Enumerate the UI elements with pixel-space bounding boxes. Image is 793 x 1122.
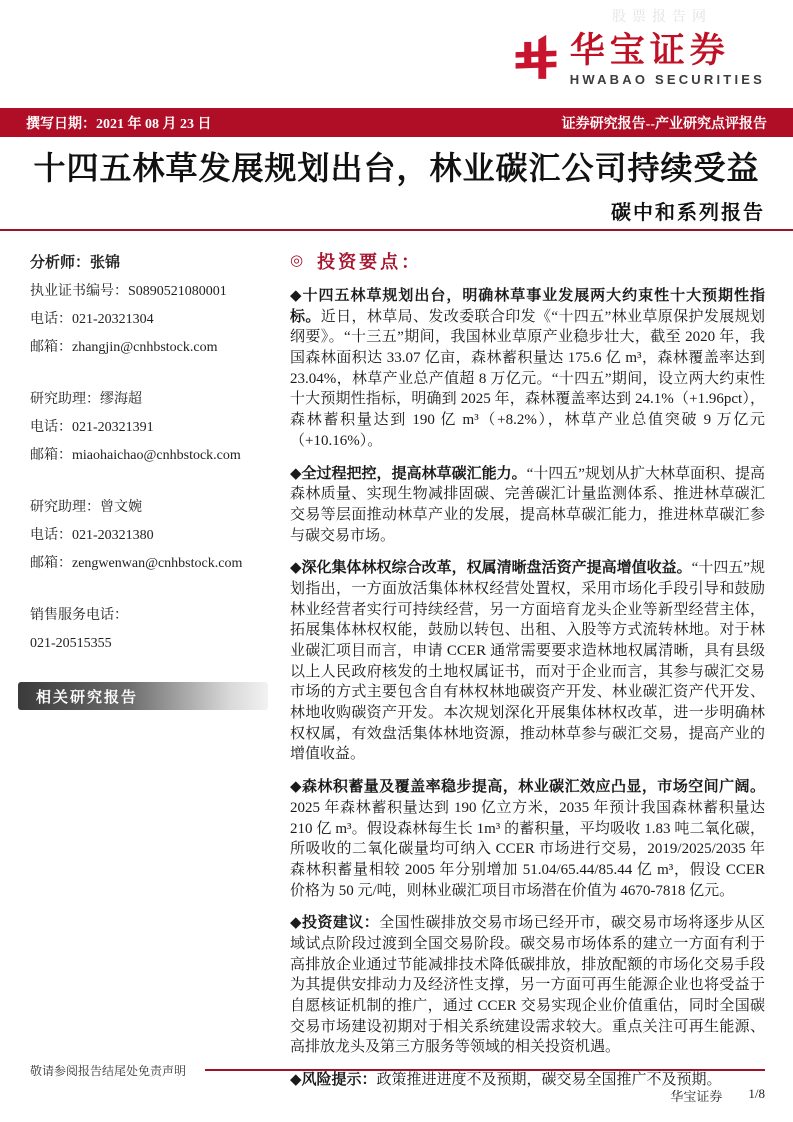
report-type-banner: [0, 108, 793, 137]
assistant1-phone: 电话：021-20321391: [30, 420, 154, 435]
bullet-head: ◆深化集体林权综合改革，权属清晰盘活资产提高增值收益。: [290, 560, 692, 577]
assistant1-name: 研究助理：缪海超: [30, 392, 142, 407]
assistant1-email: 邮箱：miaohaichao@cnhbstock.com: [30, 448, 241, 463]
assistant2-email: 邮箱：zengwenwan@cnhbstock.com: [30, 556, 243, 571]
bullet-head: ◆风险提示：: [290, 1072, 377, 1089]
sales-phone-label: 销售服务电话：: [30, 608, 128, 623]
analyst-sidebar: [30, 248, 268, 1103]
sales-phone-number: 021-20515355: [30, 636, 112, 651]
hwabao-logo-icon: [514, 30, 558, 90]
bullet-head: ◆十四五林草规划出台，明确林草事业发展两大约束性十大预期性指标。: [290, 288, 765, 325]
logo-name-en: HWABAO SECURITIES: [569, 71, 765, 87]
bullet-body: 近日，林草局、发改委联合印发《“十四五”林业草原保护发展规划纲要》。“十三五”期间，我国林业草原产业稳步壮大，截至 2020 年，我国森林面积达 33.07 亿亩，森林蓄积量达 175.6 亿 m³，森林覆盖率达到 23.04%，林草产业总产值超 8 万亿元。“十四五”期间，设立两大约束性十大预期性指标，明确到 2025 年，森林覆盖率达到 24.1%（+1.96pct），森林蓄积量达到 190 亿 m³（+8.2%），林草产业总值突破 9 万亿元（+10.16%）。: [290, 308, 765, 449]
bullet-plan-indicators: [290, 286, 765, 452]
bullet-carbon-capacity: [290, 464, 765, 547]
footer-brand: 华宝证券: [670, 1089, 723, 1104]
footer-right: [670, 1086, 765, 1105]
content-area: [30, 248, 765, 1103]
logo-name-cn: 华宝证券: [569, 31, 730, 71]
logo-text: [570, 33, 765, 87]
section-marker-icon: ◎: [290, 252, 304, 269]
assistant2-name: 研究助理：曾文婉: [30, 500, 142, 515]
bullet-forest-rights-reform: [290, 558, 765, 765]
report-title: 十四五林草发展规划出台，林业碳汇公司持续受益: [33, 150, 760, 186]
bullet-body: 全国性碳排放交易市场已经开市，碳交易市场将逐步从区域试点阶段过渡到全国交易阶段。碳交易市场体系的建立一方面有利于高排放企业通过节能减排技术降低碳排放，排放配额的市场化交易手段为其提供安排动力及经济性支撑，另一方面可再生能源企业也将受益于自愿核证机制的推广，通过 CCER 交易实现企业价值重估，同时全国碳交易市场建设初期对于相关系统建设需求较大。重点关注可再生能源、高排放龙头及第三方服务等领域的相关投资机遇。: [290, 915, 765, 1056]
bullet-body: “十四五”规划指出，一方面放活集体林权经营处置权，采用市场化手段引导和鼓励林业经营者实行可持续经营，另一方面培育龙头企业等新型经营主体，拓展集体林权权能，鼓励以转包、出租、入股等方式流转林地。对于林业碳汇项目而言，申请 CCER 通常需要要求造林地权属清晰，具有县级以上人民政府核发的土地权属证书，而对于企业而言，其参与碳汇交易市场的方式主要包含自有林权林地碳资产开发、林业碳汇资产代开发、林地收购碳资产开发。本次规划深化开展集体林权改革，进一步明确林权权属，有效盘活集体林地资源，推动林草参与碳汇交易，提高产业的增值收益。: [290, 560, 765, 763]
banner-report-category: 证券研究报告--产业研究点评报告: [561, 116, 767, 132]
assistant1-block: [30, 386, 268, 470]
bullet-market-space: [290, 777, 765, 901]
report-series-label: 碳中和系列报告: [611, 202, 765, 224]
footer-page-number: 1/8: [748, 1086, 765, 1101]
title-divider: [0, 229, 793, 231]
analyst-block: [30, 248, 268, 362]
assistant2-block: [30, 494, 268, 578]
section-title: 投资要点：: [317, 252, 423, 272]
report-body: [290, 248, 765, 1103]
sales-block: [30, 602, 268, 658]
analyst-email: 邮箱：zhangjin@cnhbstock.com: [30, 340, 218, 355]
footer-disclaimer: 敬请参阅报告结尾处免责声明: [30, 1064, 187, 1078]
watermark: 股票报告网: [612, 8, 712, 24]
bullet-head: ◆投资建议：: [290, 915, 380, 932]
bullet-body: “十四五”规划从扩大林草面积、提高森林质量、实现生物减排固碳、完善碳汇计量监测体系、推进林草碳汇交易等层面推动林草产业的发展，提高林草碳汇能力，推进林草碳汇参与碳交易市场。: [290, 465, 765, 544]
analyst-cert-number: 执业证书编号：S0890521080001: [30, 284, 227, 299]
bullet-head: ◆森林积蓄量及覆盖率稳步提高，林业碳汇效应凸显，市场空间广阔。: [290, 779, 765, 796]
assistant2-phone: 电话：021-20321380: [30, 528, 154, 543]
bullet-investment-advice: [290, 913, 765, 1058]
bullet-head: ◆全过程把控，提高林草碳汇能力。: [290, 465, 527, 482]
banner-write-date: 撰写日期：2021 年 08 月 23 日: [26, 116, 212, 132]
related-reports-header: [18, 682, 268, 710]
investment-points-header: [290, 248, 765, 274]
footer-divider: [205, 1069, 765, 1071]
analyst-name: 分析师：张锦: [30, 255, 121, 271]
company-logo: [514, 30, 765, 90]
related-reports-label: 相关研究报告: [36, 689, 139, 706]
analyst-phone: 电话：021-20321304: [30, 312, 154, 327]
bullet-body: 2025 年森林蓄积量达到 190 亿立方米，2035 年预计我国森林蓄积量达 210 亿 m³。假设森林每生长 1m³ 的蓄积量，平均吸收 1.83 吨二氧化碳，所吸收的二氧化碳量均可纳入 CCER 市场进行交易，2019/2025/2035 年森林积蓄量相较 2005 年分别增加 51.04/65.44/85.44 亿 m³，假设 CCER 价格为 50 元/吨，则林业碳汇项目市场潜在价值为 4670-7818 亿元。: [290, 799, 765, 899]
bullet-body: 政策推进进度不及预期，碳交易全国推广不及预期。: [376, 1072, 722, 1089]
